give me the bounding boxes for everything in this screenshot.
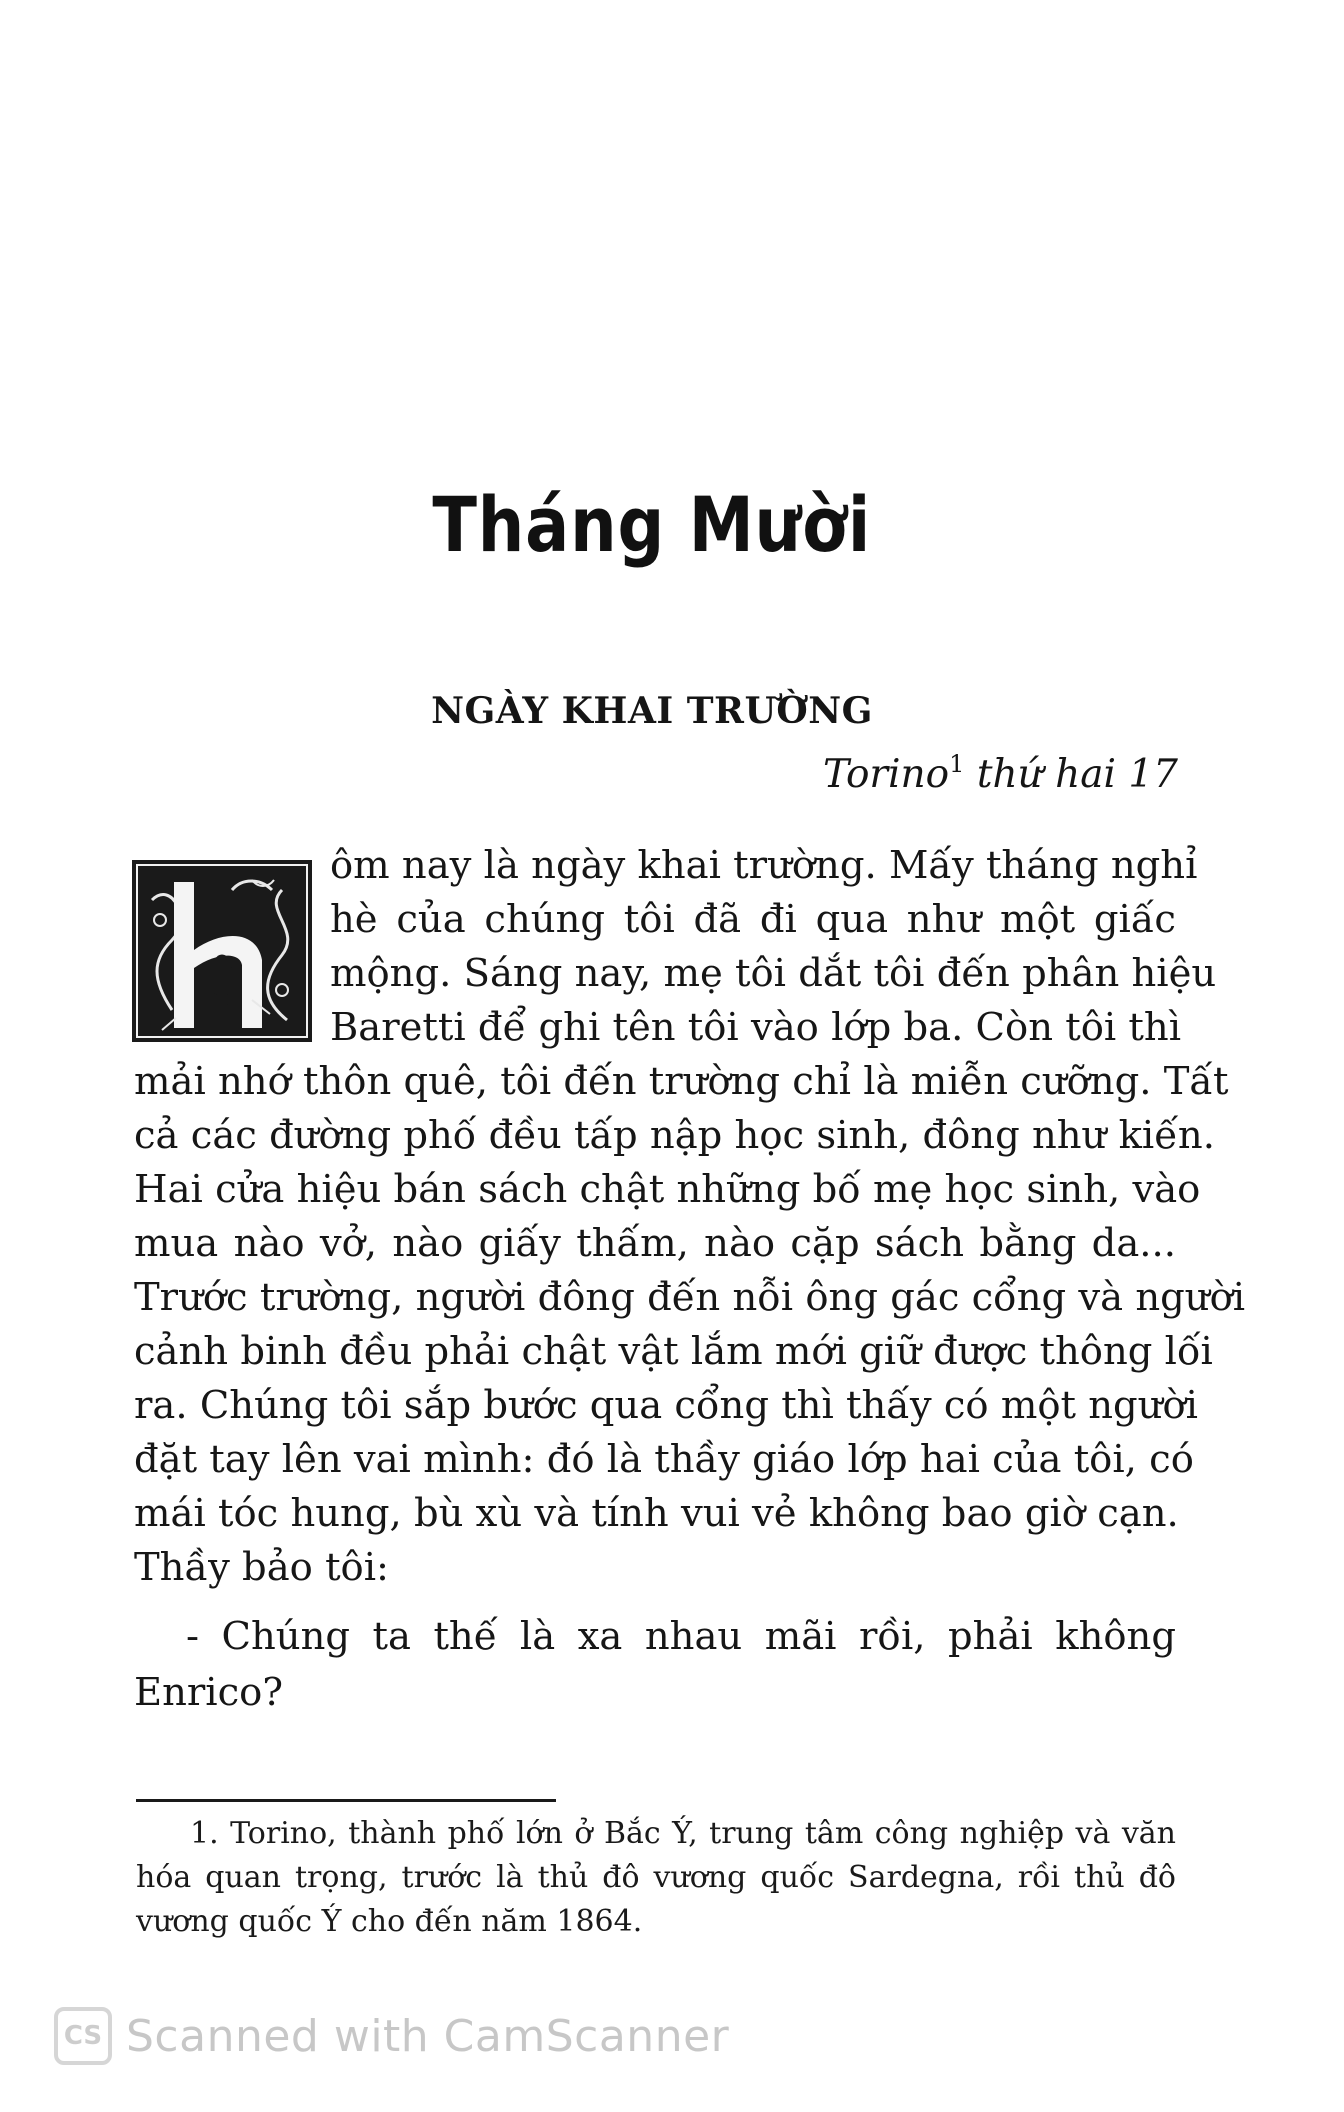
footnote-divider xyxy=(136,1799,556,1802)
section-heading: NGÀY KHAI TRƯỜNG xyxy=(431,690,873,732)
body-line: mộng. Sáng nay, mẹ tôi dắt tôi đến phân hiệu xyxy=(330,951,1217,996)
body-line: Trước trường, người đông đến nỗi ông gác cổng và người xyxy=(134,1275,1246,1320)
camscanner-watermark xyxy=(54,2004,729,2068)
body-line: Thầy bảo tôi: xyxy=(134,1545,390,1590)
body-line: ra. Chúng tôi sắp bước qua cổng thì thấy có một người xyxy=(134,1383,1198,1428)
body-line: cả các đường phố đều tấp nập học sinh, đông như kiến. xyxy=(134,1113,1215,1158)
dateline xyxy=(823,752,1178,797)
body-line: mua nào vở, nào giấy thấm, nào cặp sách bằng da... xyxy=(134,1221,1176,1266)
camscanner-logo-icon xyxy=(54,2007,112,2065)
dropcap-h-icon xyxy=(132,860,312,1042)
dialogue-line: - Chúng ta thế là xa nhau mãi rồi, phải không xyxy=(186,1614,1176,1659)
footnote-reference: 1 xyxy=(949,750,965,778)
body-line: đặt tay lên vai mình: đó là thầy giáo lớp hai của tôi, có xyxy=(134,1437,1194,1482)
body-line: hè của chúng tôi đã đi qua như một giấc xyxy=(330,897,1176,942)
chapter-title: Tháng Mười xyxy=(432,480,872,569)
body-line: ôm nay là ngày khai trường. Mấy tháng nghỉ xyxy=(330,843,1198,888)
footnote-line: vương quốc Ý cho đến năm 1864. xyxy=(136,1904,643,1939)
camscanner-text: Scanned with CamScanner xyxy=(126,2010,730,2062)
dateline-date: thứ hai 17 xyxy=(976,752,1178,797)
dateline-place: Torino xyxy=(822,752,950,797)
dialogue-line: Enrico? xyxy=(134,1670,283,1715)
body-line: Baretti để ghi tên tôi vào lớp ba. Còn tôi thì xyxy=(330,1005,1182,1050)
body-line: mái tóc hung, bù xù và tính vui vẻ không bao giờ cạn. xyxy=(134,1491,1179,1536)
camscanner-logo-text: CS xyxy=(63,2021,103,2051)
body-line: mải nhớ thôn quê, tôi đến trường chỉ là miễn cưỡng. Tất xyxy=(134,1059,1229,1104)
footnote-line: 1. Torino, thành phố lớn ở Bắc Ý, trung tâm công nghiệp và văn xyxy=(190,1816,1176,1851)
dropcap-ornament xyxy=(132,860,312,1042)
body-line: cảnh binh đều phải chật vật lắm mới giữ được thông lối xyxy=(134,1329,1213,1374)
footnote-line: hóa quan trọng, trước là thủ đô vương quốc Sardegna, rồi thủ đô xyxy=(136,1860,1176,1895)
body-line: Hai cửa hiệu bán sách chật những bố mẹ học sinh, vào xyxy=(134,1167,1201,1212)
